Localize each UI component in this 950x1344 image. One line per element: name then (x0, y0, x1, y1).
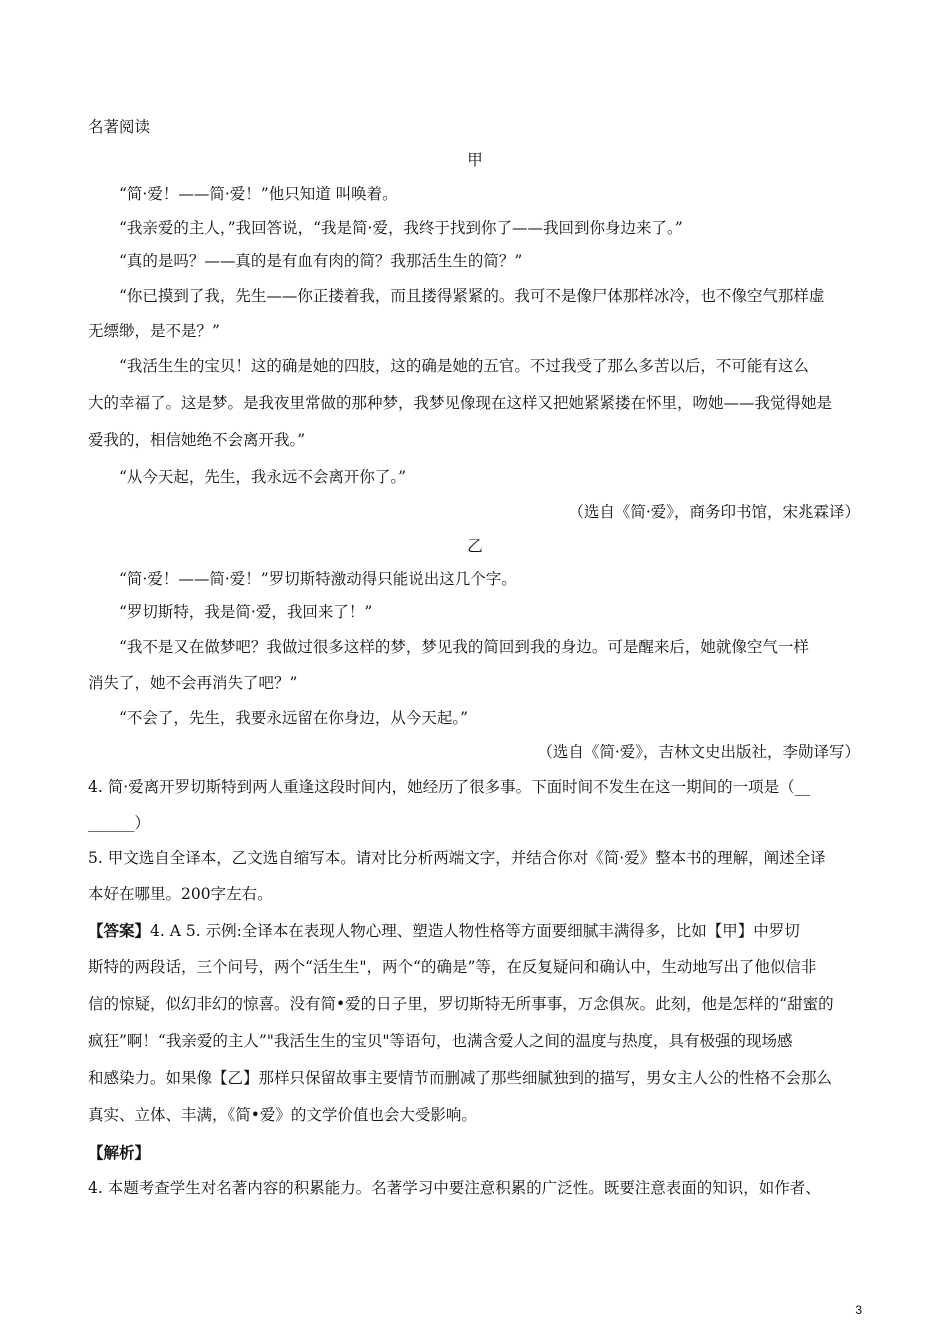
answer-line: 真实、立体、丰满，《简•爱》的文学价值也会大受影响。 (88, 1106, 477, 1124)
passage-a-line: “真的是吗？——真的是有血有肉的简？我那活生生的简？” (119, 252, 523, 270)
section-title: 名著阅读 (88, 118, 151, 136)
question-4: 4. 简·爱离开罗切斯特到两人重逢这段时间内，她经历了很多事。下面时间不发生在这一期间的一项是（__ (88, 778, 811, 796)
passage-b-source: （选自《简·爱》，吉林文史出版社，李勋译写） (537, 743, 860, 761)
passage-a-line: 无缥缈，是不是？” (88, 322, 220, 340)
page-number: 3 (855, 1303, 862, 1317)
passage-b-line: 消失了，她不会再消失了吧？” (88, 674, 298, 692)
passage-a-line: 爱我的，相信她绝不会离开我。” (88, 431, 306, 449)
passage-b-line: “不会了，先生，我要永远留在你身边，从今天起。” (119, 709, 469, 727)
answer-line: 和感染力。如果像【乙】那样只保留故事主要情节而删减了那些细腻独到的描写，男女主人公的性格不会那么 (88, 1069, 833, 1087)
passage-a-line: “简·爱！——简·爱！”他只知道 叫唤着。 (119, 185, 398, 203)
question-4-blank: ______） (88, 814, 151, 832)
passage-a-line: “从今天起，先生，我永远不会离开你了。” (119, 468, 407, 486)
passage-a-heading: 甲 (467, 151, 483, 169)
answer-line: 信的惊疑，似幻非幻的惊喜。没有简•爱的日子里，罗切斯特无所事事，万念俱灰。此刻，他是怎样的“甜蜜的 (88, 995, 834, 1013)
passage-a-line: “我活生生的宝贝！这的确是她的四肢，这的确是她的五官。不过我受了那么多苦以后，不可能有这么 (119, 357, 809, 375)
answer-line: 疯狂”啊！“我亲爱的主人”"我活生生的宝贝"等语句，也满含爱人之间的温度与热度，具有极强的现场感 (88, 1032, 793, 1050)
passage-a-source: （选自《简·爱》，商务印书馆，宋兆霖译） (568, 503, 860, 521)
passage-b-line: “罗切斯特，我是简·爱，我回来了！” (119, 603, 373, 621)
passage-b-heading: 乙 (467, 537, 483, 555)
analysis-line: 4. 本题考查学生对名著内容的积累能力。名著学习中要注意积累的广泛性。既要注意表面的知识，如作者、 (88, 1179, 821, 1197)
question-5-cont: 本好在哪里。200字左右。 (88, 885, 273, 903)
answer-line: 斯特的两段话，三个问号，两个“活生生"，两个“的确是”等，在反复疑问和确认中，生动地写出了他似信非 (88, 958, 817, 976)
passage-a-line: “我亲爱的主人，”我回答说，“我是简·爱，我终于找到你了——我回到你身边来了。” (119, 219, 683, 237)
question-5: 5. 甲文选自全译本，乙文选自缩写本。请对比分析两端文字，并结合你对《简·爱》整本书的理解，阐述全译 (88, 849, 826, 867)
passage-a-line: “你已摸到了我，先生——你正搂着我，而且搂得紧紧的。我可不是像尸体那样冰冷，也不像空气那样虚 (119, 287, 825, 305)
passage-a-line: 大的幸福了。这是梦。是我夜里常做的那种梦，我梦见像现在这样又把她紧紧搂在怀里，吻她——我觉得她是 (88, 394, 833, 412)
answer-line-1 (88, 920, 868, 942)
answer-label: 【答案】 (88, 921, 151, 940)
analysis-label: 【解析】 (88, 1143, 151, 1162)
passage-b-line: “我不是又在做梦吧？我做过很多这样的梦，梦见我的简回到我的身边。可是醒来后，她就像空气一样 (119, 638, 809, 656)
passage-b-line: “简·爱！——简·爱！”罗切斯特激动得只能说出这几个字。 (119, 570, 517, 588)
answer-text: 4. A 5. 示例:全译本在表现人物心理、塑造人物性格等方面要细腻丰满得多，比如【甲】中罗切 (150, 922, 800, 940)
